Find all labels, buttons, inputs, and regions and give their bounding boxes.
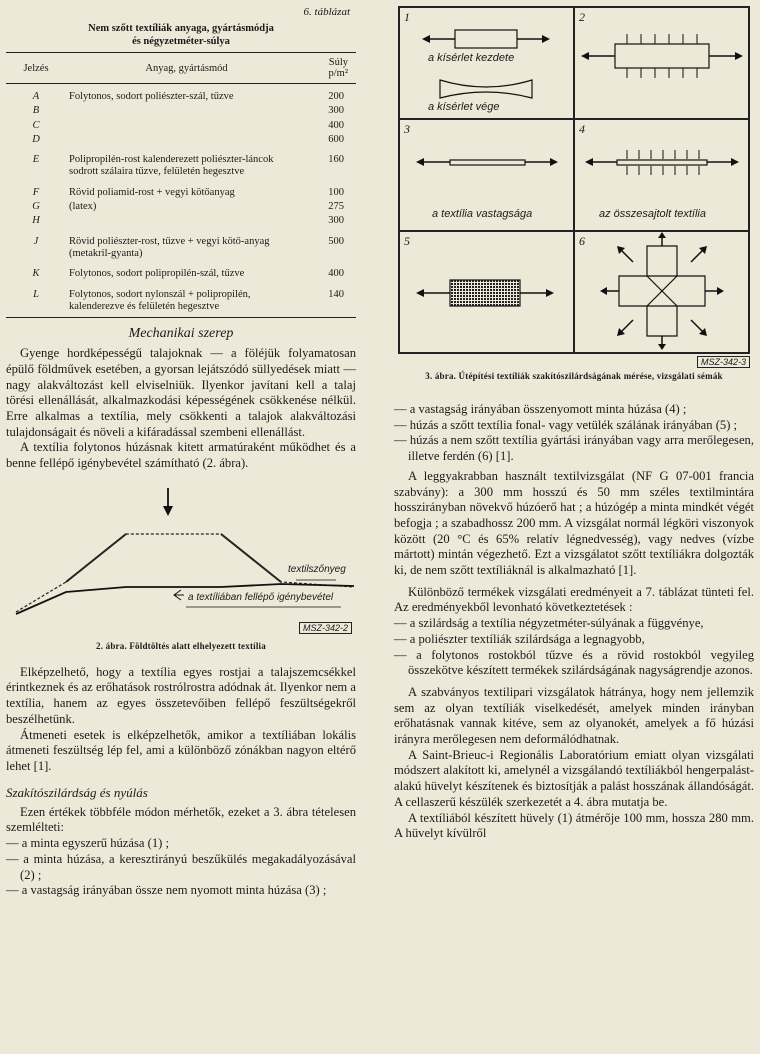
table-row xyxy=(6,229,356,262)
row-code: L xyxy=(6,282,66,318)
scheme-cell-6: 6 xyxy=(574,231,749,353)
paragraph: A textíliából készített hüvely (1) átmérője 100 mm, hossza 280 mm. A hüvelyt kívülről xyxy=(394,810,754,841)
table-row xyxy=(6,133,356,147)
row-weight: 500 xyxy=(328,235,344,247)
col-weight-header: Súly p/m² xyxy=(307,53,356,84)
list-item: — a folytonos rostokból tűzve és a rövid rostokból vegyileg összekötve készített termékek szilárdságának nagyságrendje azonos. xyxy=(394,647,754,678)
table-title: Nem szőtt textíliák anyaga, gyártásmódja és négyzetméter-súlya xyxy=(88,23,274,47)
paragraph: Ezen értékek többféle módon mérhetők, ezeket a 3. ábra tételesen szemlélteti: xyxy=(6,804,356,835)
list-item: — a minta húzása, a keresztirányú beszűkülés megakadályozásával (2) ; xyxy=(6,851,356,882)
row-weight: 600 xyxy=(328,133,344,145)
row-weight: 400 xyxy=(328,268,344,280)
row-material xyxy=(66,119,307,133)
table-row xyxy=(6,214,356,228)
right-column xyxy=(394,0,754,842)
row-material: Polipropilén-rost kalenderezett poliészter-láncok sodrott szálaira tűzve, felületén hegesztve xyxy=(69,154,274,178)
restrained-tension-diagram xyxy=(575,8,750,120)
materials-table xyxy=(6,52,356,318)
paragraph: A leggyakrabban használt textilvizsgálat (NF G 07-001 francia szabvány): a 300 mm hosszú és 50 mm széles textilmintára hosszirányban növekvő húzóerő hat ; a húzógép a minta mindkét végét befogja ; a szabadhossz 200 mm. A vizsgálat normál légköri viszonyok között (20 °C és 65% relatív légnedvesség), vagy nedves (vízbe mártott) mintán végezhető. Ezt a vizsgálatot szőtt textíliákra dolgozták ki, de nem szőtt textíliáknál is alkalmazható [1]. xyxy=(394,468,754,578)
table-row xyxy=(6,84,356,105)
section-heading-strength: Szakítószilárdság és nyúlás xyxy=(6,784,148,800)
caption-thickness: a textília vastagsága xyxy=(432,208,533,220)
label-textile-carpet: textilszőnyeg xyxy=(288,563,346,575)
scheme-cell-2: 2 xyxy=(574,7,749,119)
row-material xyxy=(66,133,307,147)
table-row xyxy=(6,104,356,118)
label-stress: a textíliában fellépő igénybevétel xyxy=(188,591,334,603)
row-material: Rövid poliamid-rost + vegyi kötőanyag xyxy=(69,186,235,198)
figure-2-caption: 2. ábra. Földtöltés alatt elhelyezett textília xyxy=(96,640,266,651)
woven-tension-diagram xyxy=(400,232,575,354)
col-code-header: Jelzés xyxy=(6,53,66,84)
list-item: — húzás a szőtt textília fonal- vagy vetülék szálának irányában (5) ; xyxy=(394,417,738,432)
left-column xyxy=(6,0,356,899)
figure-2 xyxy=(6,472,356,657)
figure-3-frame xyxy=(398,6,750,354)
row-weight: 200 xyxy=(328,91,344,102)
paragraph: A Saint-Brieuc-i Regionális Laboratórium emiatt olyan vizsgálati módszert alakított ki, amelynél a vizsgálandó textíliákból hengerpalást-alakú hüvelyt készítenek és biztosítják a palást hosszának állandóságát. A cellaszerű készülék szerkezetét a 4. ábra mutatja be. xyxy=(394,747,754,809)
row-weight: 140 xyxy=(307,282,356,318)
row-weight: 300 xyxy=(328,105,344,117)
row-material: Folytonos, sodort nylonszál + polipropilén, kalenderezve és felületén hegesztve xyxy=(66,282,307,318)
row-material: Folytonos, sodort polipropilén-szál, tűzve xyxy=(69,268,245,280)
paragraph: Elképzelhető, hogy a textília egyes rostjai a talajszemcsékkel érintkeznek és az erőhatások rostrólrostra adódnak át. Ilyenkor nem a textília, hanem az egyes összetevőiben fellépő feszültségekről beszélhetünk. xyxy=(6,664,356,726)
row-code: D xyxy=(32,133,40,145)
row-weight: 400 xyxy=(328,119,344,131)
list-item: — a poliészter textíliák szilárdsága a legnagyobb, xyxy=(394,631,645,646)
caption-test-start: a kísérlet kezdete xyxy=(428,52,515,64)
figure-3 xyxy=(394,0,754,388)
scheme-cell-5: 5 xyxy=(399,231,574,353)
row-code: K xyxy=(32,268,40,280)
paragraph: Különböző termékek vizsgálati eredményeit a 7. táblázat tünteti fel. Az eredményekből levonható következtetések : xyxy=(394,584,754,615)
table-row xyxy=(6,180,356,200)
row-material: (latex) xyxy=(69,201,97,213)
row-code: F xyxy=(32,186,40,198)
list-item: — húzás a nem szőtt textília gyártási irányában vagy arra merőlegesen, illetve ferdén (6) [1]. xyxy=(394,433,754,464)
row-code: J xyxy=(33,235,39,247)
row-material xyxy=(66,104,307,118)
multidirectional-diagram xyxy=(575,232,750,354)
caption-compressed: az összesajtolt textília xyxy=(599,208,706,220)
row-code: A xyxy=(32,91,40,102)
paragraph: A textília folytonos húzásnak kitett armatúraként működhet és a benne fellépő igénybevétel számítható (2. ábra). xyxy=(6,440,356,471)
figure-code: MSZ-342-2 xyxy=(299,622,352,634)
caption-test-end: a kísérlet vége xyxy=(428,101,500,113)
row-code: G xyxy=(32,201,40,213)
col-material-header: Anyag, gyártásmód xyxy=(66,53,307,84)
scheme-cell-1: 1 a kísérlet kezdete a kísérlet vége xyxy=(399,7,574,119)
figure-code: MSZ-342-3 xyxy=(697,356,750,368)
list-item: — a vastagság irányában összenyomott minta húzása (4) ; xyxy=(394,402,687,416)
list-item: — a vastagság irányában össze nem nyomott minta húzása (3) ; xyxy=(6,883,327,898)
table-row xyxy=(6,261,356,281)
table-row xyxy=(6,200,356,214)
figure-3-caption: 3. ábra. Útépítési textíliák szakítószilárdságának mérése, vizsgálati sémák xyxy=(425,371,723,381)
table-row xyxy=(6,147,356,180)
row-material xyxy=(66,214,307,228)
list-item: — a szilárdság a textília négyzetméter-súlyának a függvénye, xyxy=(394,616,704,631)
row-material: Folytonos, sodort poliészter-szál, tűzve xyxy=(69,91,234,102)
row-material: Rövid poliészter-rost, tűzve + vegyi kötő-anyag (metakril-gyanta) xyxy=(69,235,270,259)
table-number: 6. táblázat xyxy=(303,6,350,18)
row-weight: 300 xyxy=(328,215,344,227)
row-code: E xyxy=(32,154,40,166)
paragraph: Átmeneti esetek is elképzelhetők, amikor a textíliában lokális átmeneti feszültség lép fel, ami a különböző zónákban nagyon eltérő lehet [1]. xyxy=(6,727,356,773)
scheme-cell-3: 3 a textília vastagsága xyxy=(399,119,574,231)
right-list xyxy=(394,402,754,465)
table-row xyxy=(6,282,356,318)
paragraph: A szabványos textilipari vizsgálatok hátránya, hogy nem jellemzik sem az olyan textíliák viselkedését, amelyek minden irányban erőhatásnak vannak kitéve, sem az olyanokét, amelyek a fő húzási irányra merőlegesen nem deformálódhatnak. xyxy=(394,684,754,747)
section-heading-mechanical: Mechanikai szerep xyxy=(128,326,234,342)
row-code: H xyxy=(32,215,40,227)
row-code: C xyxy=(32,119,40,131)
list-item: — a minta egyszerű húzása (1) ; xyxy=(6,836,169,851)
paragraph: Gyenge hordképességű talajoknak — a föléjük folyamatosan épülő földművek esetében, a gyorsan lejátszódó süllyedések miatt — nagy alakváltozást kell elviselniük. Ilyenkor javítani kell a talaj törési ellenállását, alkalmazkodási képességének csökkenése nélkül. Erre alkalmas a textília, mely csökkenti a talajok alakváltozási tulajdonságait és növeli a kifáradással szembeni ellenállást. xyxy=(6,346,356,439)
row-code: B xyxy=(32,105,40,117)
row-weight: 275 xyxy=(328,201,344,213)
row-weight: 100 xyxy=(328,186,344,198)
row-weight: 160 xyxy=(328,154,344,166)
table-row xyxy=(6,119,356,133)
scheme-cell-4: 4 az összesajtolt textília xyxy=(574,119,749,231)
